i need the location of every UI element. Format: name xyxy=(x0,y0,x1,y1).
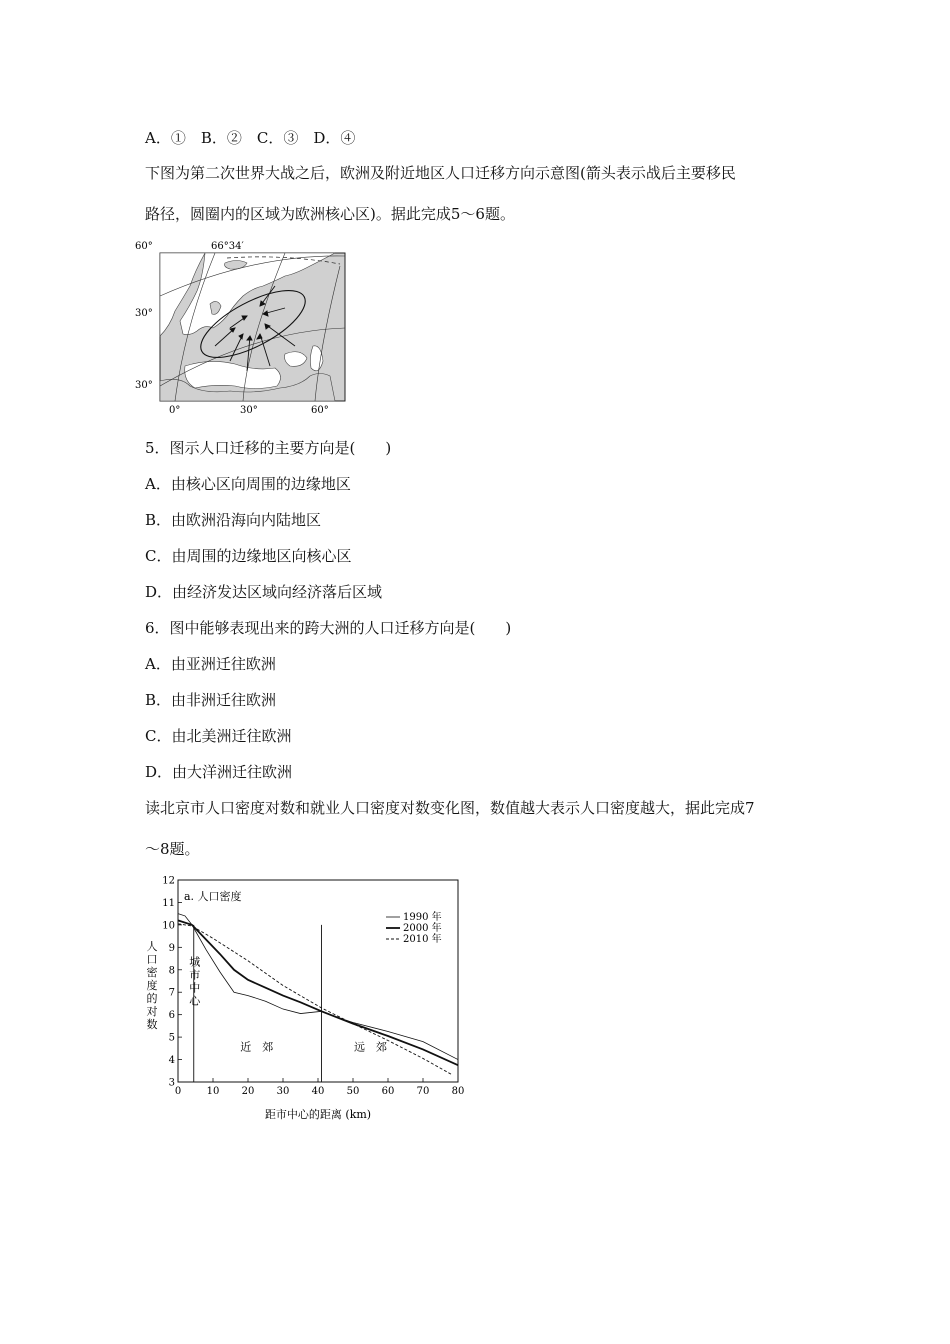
y-tick-label: 10 xyxy=(162,920,175,932)
q5-option-c: C．由周围的边缘地区向核心区 xyxy=(145,547,352,565)
map-label-0: 0° xyxy=(169,405,181,416)
zone-center-label-char: 城 xyxy=(189,955,201,969)
map-label-30: 30° xyxy=(240,405,258,416)
europe-migration-map xyxy=(135,236,360,421)
question-6: 6．图中能够表现出来的跨大洲的人口迁移方向是( ) xyxy=(145,619,512,637)
population-density-chart xyxy=(138,870,478,1125)
chart-panel-label: a. 人口密度 xyxy=(184,890,242,903)
zone-center-label-char: 市 xyxy=(189,968,201,982)
x-tick-label: 30 xyxy=(276,1086,290,1097)
y-tick-label: 12 xyxy=(162,875,175,887)
map-label-lat30-upper: 30° xyxy=(135,308,153,319)
q6-option-c: C．由北美洲迁往欧洲 xyxy=(145,727,292,745)
map-label-60b: 60° xyxy=(311,405,329,416)
x-tick-label: 70 xyxy=(416,1086,430,1097)
y-axis-label-char: 口 xyxy=(146,953,158,966)
intro-text-line3: 读北京市人口密度对数和就业人口密度对数变化图，数值越大表示人口密度越大，据此完成7 xyxy=(145,799,755,817)
chart-svg xyxy=(138,870,478,1125)
y-axis-label-char: 人 xyxy=(146,940,158,953)
zone-far-label: 远 郊 xyxy=(354,1040,387,1054)
zone-center-label-char: 心 xyxy=(189,994,201,1008)
y-axis-label-char: 密 xyxy=(146,966,158,979)
x-axis-label: 距市中心的距离 (km) xyxy=(264,1108,372,1121)
legend-label: 2000 年 xyxy=(403,923,442,934)
x-tick-label: 80 xyxy=(451,1086,465,1097)
answer-options-q4: A．① B．② C．③ D．④ xyxy=(145,129,356,147)
q6-option-d: D．由大洋洲迁往欧洲 xyxy=(145,763,293,781)
intro-text-line2: 路径，圆圈内的区域为欧洲核心区)。据此完成5～6题。 xyxy=(145,205,515,223)
q5-option-b: B．由欧洲沿海向内陆地区 xyxy=(145,511,322,529)
zone-near-label: 近 郊 xyxy=(240,1040,274,1054)
map-label-lat30-lower: 30° xyxy=(135,380,153,391)
y-tick-label: 11 xyxy=(162,897,175,909)
intro-text-line1: 下图为第二次世界大战之后，欧洲及附近地区人口迁移方向示意图(箭头表示战后主要移民 xyxy=(145,164,736,182)
legend-label: 2010 年 xyxy=(403,934,442,945)
x-tick-label: 60 xyxy=(381,1086,395,1097)
q6-option-a: A．由亚洲迁往欧洲 xyxy=(145,655,276,673)
x-tick-label: 50 xyxy=(346,1086,360,1097)
y-axis-label-char: 对 xyxy=(146,1005,158,1018)
y-tick-label: 6 xyxy=(168,1010,175,1022)
y-axis-label-char: 的 xyxy=(146,992,158,1005)
x-tick-label: 10 xyxy=(206,1086,220,1097)
map-label-60: 60° xyxy=(135,241,153,252)
chart-plot-frame xyxy=(178,880,458,1082)
q6-option-b: B．由非洲迁往欧洲 xyxy=(145,691,277,709)
x-tick-label: 20 xyxy=(241,1086,255,1097)
y-tick-label: 9 xyxy=(168,942,175,954)
x-tick-label: 0 xyxy=(174,1086,182,1097)
zone-center-label-char: 中 xyxy=(189,981,201,995)
y-tick-label: 4 xyxy=(168,1055,175,1067)
y-axis-label xyxy=(147,940,158,1031)
q5-option-a: A．由核心区向周围的边缘地区 xyxy=(145,475,351,493)
y-axis-label-char: 数 xyxy=(146,1018,158,1031)
y-tick-label: 8 xyxy=(168,965,175,977)
x-tick-label: 40 xyxy=(311,1086,325,1097)
intro-text-line4: ～8题。 xyxy=(145,840,200,858)
legend-label: 1990 年 xyxy=(403,912,442,923)
y-tick-label: 7 xyxy=(168,987,175,999)
map-label-6634: 66°34′ xyxy=(211,241,244,252)
question-5: 5．图示人口迁移的主要方向是( ) xyxy=(145,439,392,457)
y-tick-label: 5 xyxy=(168,1032,175,1044)
q5-option-d: D．由经济发达区域向经济落后区域 xyxy=(145,583,383,601)
y-tick-label: 3 xyxy=(168,1077,175,1089)
y-axis-label-char: 度 xyxy=(146,979,158,992)
